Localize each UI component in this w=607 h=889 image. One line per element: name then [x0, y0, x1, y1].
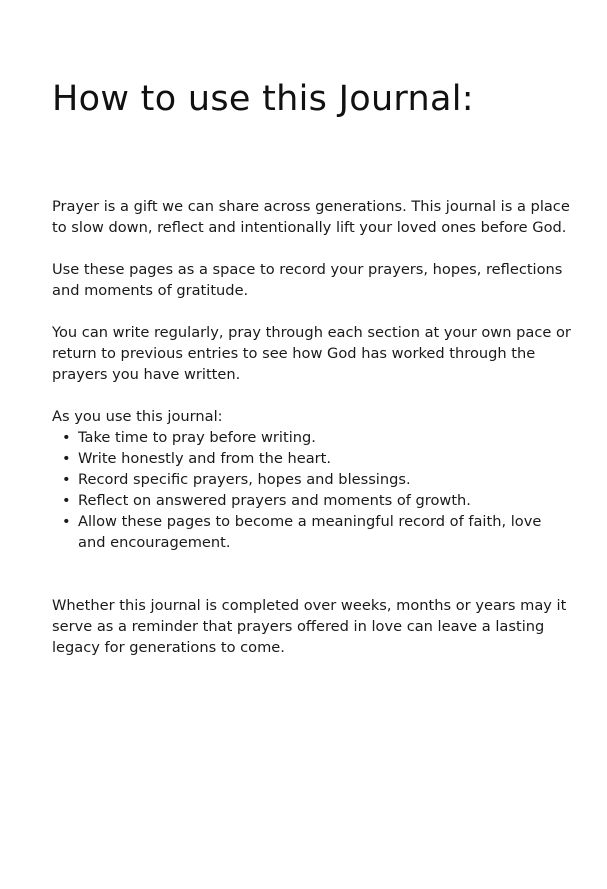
tips-list — [52, 427, 572, 553]
paragraph-intro: Prayer is a gift we can share across generations. This journal is a place to slow down, reflect and intentionally lift your loved ones before God. — [52, 198, 570, 236]
paragraph-pace: You can write regularly, pray through each section at your own pace or return to previous entries to see how God has worked through the prayers you have written. — [52, 324, 571, 383]
paragraph-closing: Whether this journal is completed over weeks, months or years may it serve as a reminder that prayers offered in love can leave a lasting legacy for generations to come. — [52, 597, 567, 656]
list-item: • Take time to pray before writing. — [78, 427, 572, 448]
list-item: • Allow these pages to become a meaningful record of faith, love and encouragement. — [78, 511, 572, 553]
paragraph-usage: Use these pages as a space to record your prayers, hopes, reflections and moments of gratitude. — [52, 261, 563, 299]
instructions-body — [52, 196, 572, 679]
list-item: • Write honestly and from the heart. — [78, 448, 572, 469]
list-item: • Reflect on answered prayers and moments of growth. — [78, 490, 572, 511]
list-item: • Record specific prayers, hopes and blessings. — [78, 469, 572, 490]
page-title: How to use this Journal: — [52, 79, 474, 119]
list-intro: As you use this journal: — [52, 408, 223, 425]
